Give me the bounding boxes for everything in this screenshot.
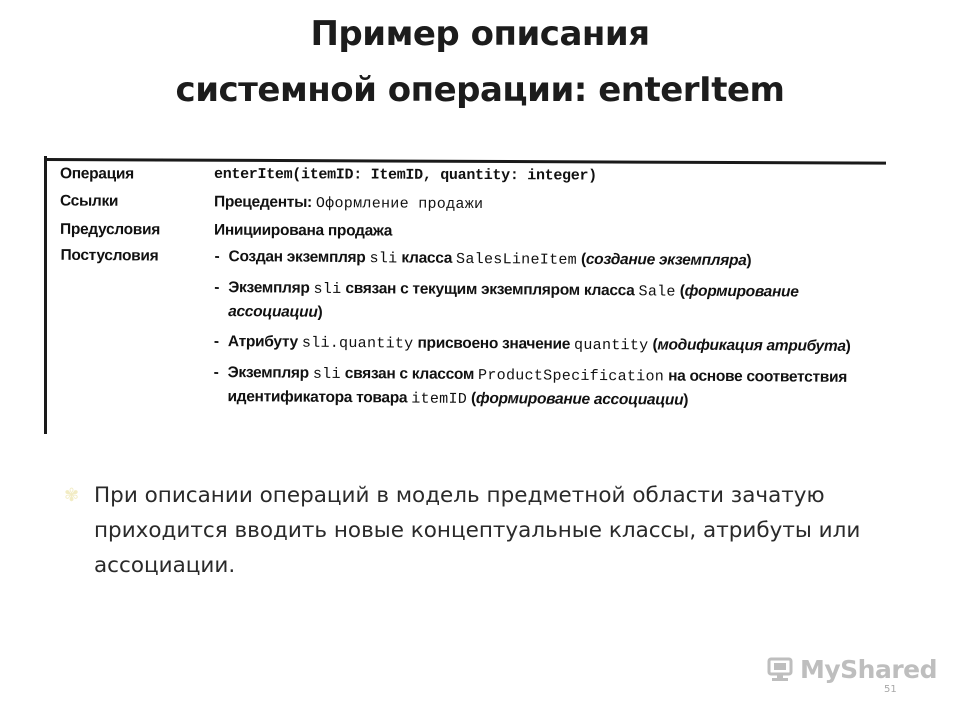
row-operation [60,162,886,189]
postconditions-list [213,245,886,414]
myshared-logo-icon [766,654,796,684]
flower-bullet-icon: ✾ [64,485,80,506]
myshared-watermark [766,654,937,684]
operation-signature: enterItem(itemID: ItemID, quantity: integer) [213,165,597,185]
slide-title [0,6,960,118]
postcondition-item: - Экземпляр sli связан с текущим экземпляром класса Sale (формирование ассоциации) [214,276,886,328]
postconditions-value [213,245,886,421]
table-rows [60,164,886,418]
watermark-brand: MyShared [800,654,938,684]
row-references [60,189,886,218]
title-line-1: Пример описания [310,14,650,54]
references-use-case: Оформление продажи [315,195,484,214]
row-postconditions [59,244,886,421]
title-line-2: системной операции: enterItem [175,70,785,110]
bullet-paragraph [64,478,894,583]
row-label-postconditions: Постусловия [60,246,159,265]
row-label-references: Ссылки [59,192,119,210]
row-label-preconditions: Предусловия [59,220,161,239]
bullet-text: При описании операций в модель предметной области зачатую приходится вводить новые концептуальные классы, атрибуты или ассоциации. [94,483,861,578]
table-left-rule [44,156,47,434]
row-label-operation: Операция [59,165,134,183]
postcondition-item: - Экземпляр sli связан с классом ProductSpecification на основе соответствия идентификатора товара itemID (формирование ассоциации) [213,361,885,414]
references-prefix: Прецеденты: [213,193,312,212]
page-number: 51 [884,684,897,695]
row-preconditions [60,218,886,245]
postcondition-item: - Атрибуту sli.quantity присвоено значение quantity (модификация атрибута) [214,330,886,359]
scanned-operation-contract-table [44,156,886,436]
postcondition-item: - Создан экземпляр sli класса SalesLineItem (создание экземпляра) [214,245,886,274]
preconditions-value: Инициирована продажа [213,221,393,240]
references-value [214,190,886,218]
